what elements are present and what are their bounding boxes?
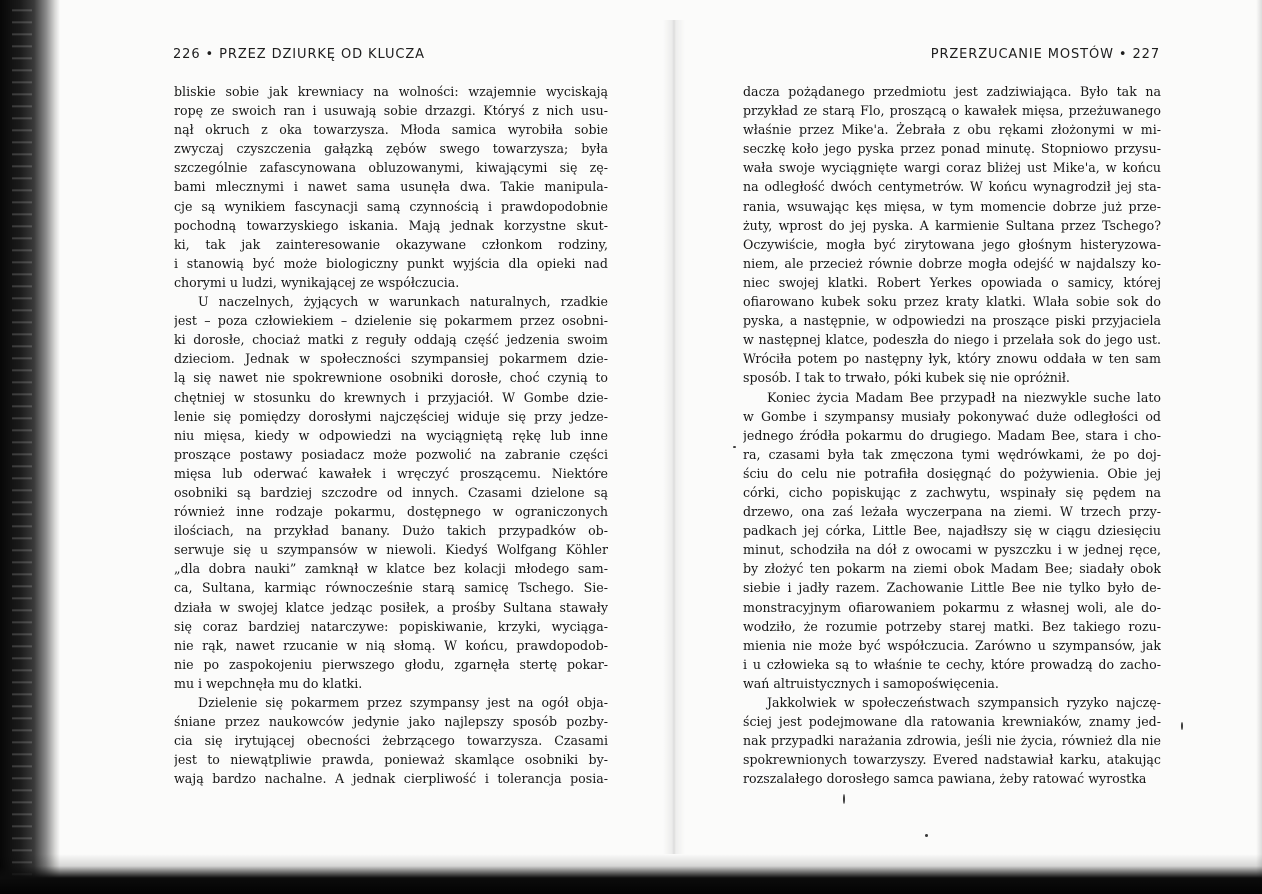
text-line: ca, Sultana, karmiąc równocześnie starą samicę Tschego. Sie- [174,580,608,596]
text-line: seczkę koło jego pyska przez ponad minutę. Stopniowo przysu- [743,141,1161,157]
left-running-head: 226 • PRZEZ DZIURKĘ OD KLUCZA [173,47,425,62]
text-line: padkach jej córka, Little Bee, najadłszy się w ciągu dziesięciu [743,523,1161,539]
text-line: ilościach, na przykład banany. Dużo takich przypadków ob- [174,523,608,539]
text-line: cje są wynikiem fascynacji samą czynnością i prawdopodobnie [174,198,608,214]
text-line: działa w swojej klatce jedząc posiłek, a prośby Sultana stawały [174,599,608,615]
text-line: ropę ze swoich ran i usuwają sobie drzazgi. Któryś z nich usu- [174,103,608,119]
text-line: „dla dobra nauki” zamknął w klatce bez kolacji młodego sam- [174,561,608,577]
text-line: również inne rodzaje pokarmu, dostępnego w ograniczonych [174,504,608,520]
text-line: minut, schodziła na dół z owocami w pyszczku i w jednej ręce, [743,542,1161,558]
text-line: córki, cicho popiskując z zachwytu, wspinały się pędem na [743,484,1161,500]
text-line: na odległość dwóch centymetrów. W końcu wynagrodził jej sta- [743,179,1161,195]
text-line: jest – poza człowiekiem – dzielenie się pokarmem przez osobni- [174,313,608,329]
text-line: ra, czasami była tak zmęczona tymi wędrówkami, że po doj- [743,446,1161,462]
text-line: cia się irytującej obecności żebrzącego towarzysza. Czasami [174,733,608,749]
text-line: lą się nawet nie spokrewnione osobniki dorosłe, choć czynią to [174,370,608,386]
text-line: chorymi u ludzi, wynikającej ze współczucia. [174,274,460,290]
right-page-edge [1256,0,1262,894]
text-line: zwyczaj czyszczenia gałązką zębów swego towarzysza; była [174,141,608,157]
text-line: spokrewnionych towarzyszy. Evered nadstawiał karku, atakując [743,752,1161,768]
text-line: rozszalałego dorosłego samca pawiana, żeby ratować wyrostka [743,771,1147,787]
text-line: nie rąk, nawet rzucanie w nią słomą. W końcu, prawdopodob- [174,637,608,653]
text-line: osobniki są bardziej szczodre od innych. Czasami dzielone są [174,484,608,500]
bottom-scan-shadow [0,854,1262,894]
text-line: pyska, a następnie, w odpowiedzi na proszące piski przyjaciela [743,313,1161,329]
text-line: mięsa lub oderwać kawałek i wręczyć proszącemu. Niektóre [174,465,608,481]
text-line: chętniej w stosunku do krewnych i przyjaciół. W Gombe dzie- [174,389,608,405]
text-line: siebie i jadły razem. Zachowanie Little Bee nie tylko było de- [743,580,1161,596]
text-line: i u człowieka są to właśnie te cechy, które prowadzą do zacho- [743,656,1161,672]
text-line: ki dorosłe, chociaż matki z reguły oddają część jedzenia swoim [174,332,608,348]
text-line: ściej jest podejmowane dla ratowania krewniaków, znamy jed- [743,714,1161,730]
text-line: bliskie sobie jak krewniacy na wolności: wzajemnie wyciskają [174,84,608,99]
text-line: monstracyjnym ofiarowaniem pokarmu z własnej woli, ale do- [743,599,1161,615]
text-line: nie po zaspokojeniu pierwszego głodu, zgarnęła stertę pokar- [174,656,608,672]
text-line: niem, ale przecież równie dobrze mogła odejść w najdalszy ko- [743,255,1161,271]
text-line: jednego źródła pokarmu do drugiego. Madam Bee, stara i cho- [743,427,1161,443]
text-line: i stanowią być może biologiczny punkt wyjścia dla opieki nad [174,255,608,271]
text-line: śniane przez naukowców jedynie jako najlepszy sposób pozby- [174,714,608,730]
text-line: dacza pożądanego przedmiotu jest zadziwiająca. Było tak na [743,84,1161,99]
text-line: serwuje się u szympansów w niewoli. Kiedyś Wolfgang Köhler [174,542,608,558]
text-line: jest to niewątpliwie prawda, ponieważ skamlące osobniki by- [174,752,608,768]
text-line: w następnej klatce, podeszła do niego i przelała sok do jego ust. [743,332,1161,348]
book-binding-shadow [0,0,60,894]
text-line: sposób. I tak to trwało, póki kubek się nie opróżnił. [743,370,1070,386]
text-line: Oczywiście, mogła być zirytowana jego głośnym histeryzowa- [743,236,1161,252]
text-line: szczególnie zafascynowana obluzowanymi, kiwającymi się zę- [174,160,608,176]
text-line: pochodną towarzyskiego iskania. Mają jednak korzystne skut- [174,217,608,233]
text-line: wodziło, że rozumie potrzeby starej matki. Bez takiego rozu- [743,618,1161,634]
scan-speck [925,834,928,837]
scan-speck [733,446,736,448]
text-line: ki, tak jak zainteresowanie okazywane członkom rodziny, [174,236,608,252]
text-line: żuty, wprost do jej pyska. A karmienie Sultana przez Tschego? [743,217,1161,233]
right-page-text [743,82,1161,788]
text-line: ofiarowano kubek soku przez kraty klatki. Wlała sobie sok do [743,294,1161,310]
left-page-text [174,82,608,788]
text-line: Koniec życia Madam Bee przypadł na niezwykle suche lato [767,389,1161,405]
text-line: Wróciła potem po następny łyk, który znowu oddała w ten sam [743,351,1161,367]
text-line: Dzielenie się pokarmem przez szympansy jest na ogół obja- [198,695,608,710]
text-line: mu i wepchnęła mu do klatki. [174,675,363,691]
text-line: lenie się pomiędzy dorosłymi najczęściej widuje się przy jedze- [174,408,608,424]
text-line: U naczelnych, żyjących w warunkach naturalnych, rzadkie [198,294,608,310]
text-line: dzieciom. Jednak w społeczności szympansiej pokarmem dzie- [174,351,608,367]
text-line: ściu do celu nie potrafiła dosięgnąć do pożywienia. Obie jej [743,465,1161,481]
text-line: w Gombe i szympansy musiały pokonywać duże odległości od [743,408,1161,424]
text-line: nął okruch z oka towarzysza. Młoda samica wyrobiła sobie [174,122,608,138]
scan-speck [1181,722,1183,730]
text-line: drzewo, ona zaś leżała wyczerpana na ziemi. W trzech przy- [743,504,1161,520]
text-line: wała swoje wyciągnięte wargi coraz bliżej ust Mike'a, w końcu [743,160,1161,176]
text-line: mienia nie może być współczucia. Zarówno u szympansów, jak [743,637,1161,653]
page-gutter [663,20,685,854]
text-line: właśnie przez Mike'a. Żebrała z obu rękami złożonymi w mi- [743,122,1161,138]
text-line: rania, wsuwając kęs mięsa, w tym momencie dobrze już prze- [743,198,1161,214]
scan-speck [843,794,845,804]
text-line: nak przypadki narażania zdrowia, jeśli nie życia, również dla nie [743,733,1161,749]
text-line: Jakkolwiek w społeczeństwach szympansich ryzyko najczę- [767,695,1161,710]
text-line: niec swojej klatki. Robert Yerkes opowiada o samicy, której [743,274,1161,290]
right-running-head: PRZERZUCANIE MOSTÓW • 227 [930,47,1160,62]
text-line: się coraz bardziej natarczywe: popiskiwanie, krzyki, wyciąga- [174,618,608,634]
text-line: wań altruistycznych i samopoświęcenia. [743,675,999,691]
text-line: niu mięsa, kiedy w odpowiedzi na wyciągniętą rękę lub inne [174,427,608,443]
text-line: bami mlecznymi i nawet sama usunęła dwa. Takie manipula- [174,179,608,195]
text-line: wają bardzo nachalne. A jednak cierpliwość i tolerancja posia- [174,771,608,787]
text-line: proszące postawy posiadacz może pozwolić na zabranie części [174,446,608,462]
text-line: przykład ze starą Flo, proszącą o kawałek mięsa, przeżuwanego [743,103,1161,119]
text-line: by złożyć ten pokarm na ziemi obok Madam Bee; siadały obok [743,561,1161,577]
